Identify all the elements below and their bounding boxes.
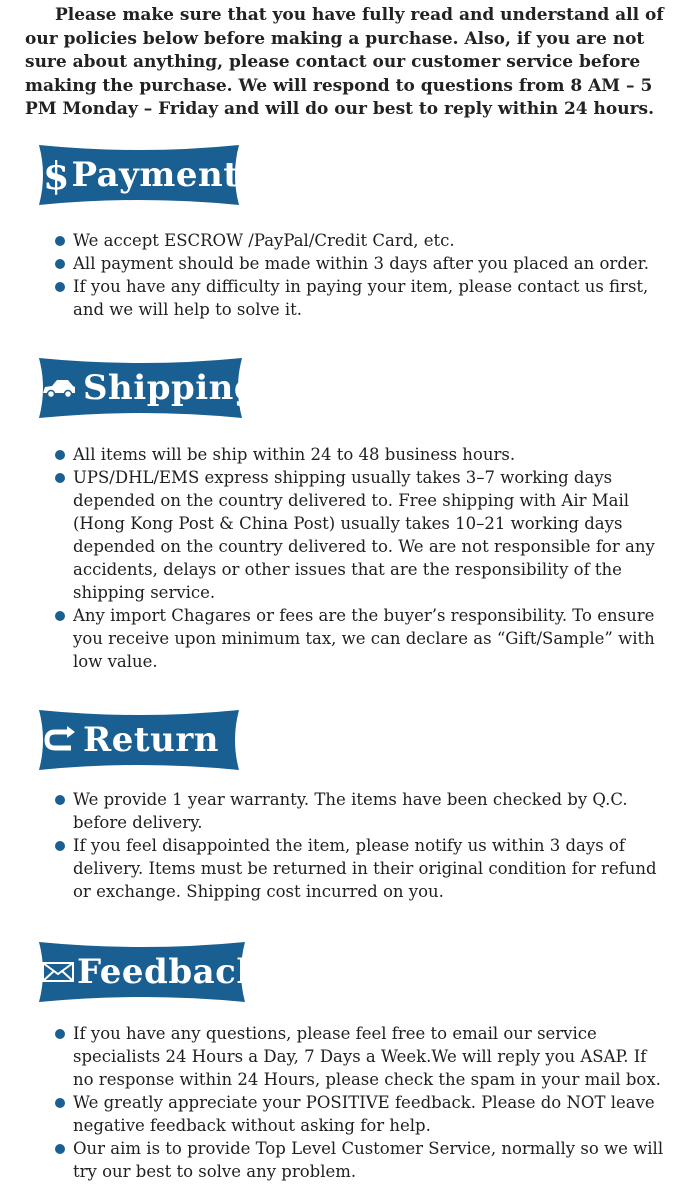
list-item: All items will be ship within 24 to 48 business hours.: [55, 443, 670, 466]
bullet-icon: [55, 611, 65, 621]
shipping-list: [55, 443, 670, 673]
bullet-icon: [55, 282, 65, 292]
list-item: If you have any questions, please feel free to email our service specialists 24 Hours a Day, 7 Days a Week.We will reply you ASAP. If no response within 24 Hours, please check the spam in your mail box.: [55, 1022, 670, 1091]
return-arrow-icon: [43, 725, 77, 755]
bullet-icon: [55, 1029, 65, 1039]
bullet-icon: [55, 841, 65, 851]
bullet-icon: [55, 473, 65, 483]
feedback-title: Feedback: [77, 952, 261, 992]
intro-paragraph: Please make sure that you have fully read and understand all of our policies below before making a purchase. Also, if you are not sure about anything, please contact our customer service before making the purchase. We will respond to questions from 8 AM – 5 PM Monday – Friday and will do our best to reply within 24 hours.: [25, 5, 664, 119]
dollar-icon: $: [43, 152, 70, 198]
envelope-icon: [41, 960, 75, 984]
feedback-list: [55, 1022, 670, 1183]
bullet-icon: [55, 259, 65, 269]
payment-banner: [33, 139, 245, 211]
list-item: Any import Chagares or fees are the buyer’s responsibility. To ensure you receive upon minimum tax, we can declare as “Gift/Sample” with low value.: [55, 604, 670, 673]
bullet-icon: [55, 1098, 65, 1108]
list-item: Our aim is to provide Top Level Customer Service, normally so we will try our best to solve any problem.: [55, 1137, 670, 1183]
list-item: All payment should be made within 3 days after you placed an order.: [55, 252, 670, 275]
list-item: We provide 1 year warranty. The items have been checked by Q.C. before delivery.: [55, 788, 670, 834]
bullet-icon: [55, 236, 65, 246]
return-banner: [33, 704, 245, 776]
payment-list: [55, 229, 670, 321]
list-item: If you have any difficulty in paying your item, please contact us first, and we will help to solve it.: [55, 275, 670, 321]
list-item: If you feel disappointed the item, please notify us within 3 days of delivery. Items must be returned in their original condition for refund or exchange. Shipping cost incurred on you.: [55, 834, 670, 903]
return-title: Return: [83, 720, 219, 760]
return-list: [55, 788, 670, 903]
shipping-banner: [33, 352, 259, 424]
payment-title: Payment: [71, 155, 240, 195]
car-icon: [41, 377, 77, 399]
list-item: UPS/DHL/EMS express shipping usually takes 3–7 working days depended on the country delivered to. Free shipping with Air Mail (Hong Kong Post & China Post) usually takes 10–21 working days depended on the country delivered to. We are not responsible for any accidents, delays or other issues that are the responsibility of the shipping service.: [55, 466, 670, 604]
shipping-title: Shipping: [83, 368, 259, 408]
bullet-icon: [55, 795, 65, 805]
bullet-icon: [55, 1144, 65, 1154]
feedback-banner: [33, 936, 261, 1008]
list-item: We accept ESCROW /PayPal/Credit Card, etc.: [55, 229, 670, 252]
list-item: We greatly appreciate your POSITIVE feedback. Please do NOT leave negative feedback without asking for help.: [55, 1091, 670, 1137]
bullet-icon: [55, 450, 65, 460]
